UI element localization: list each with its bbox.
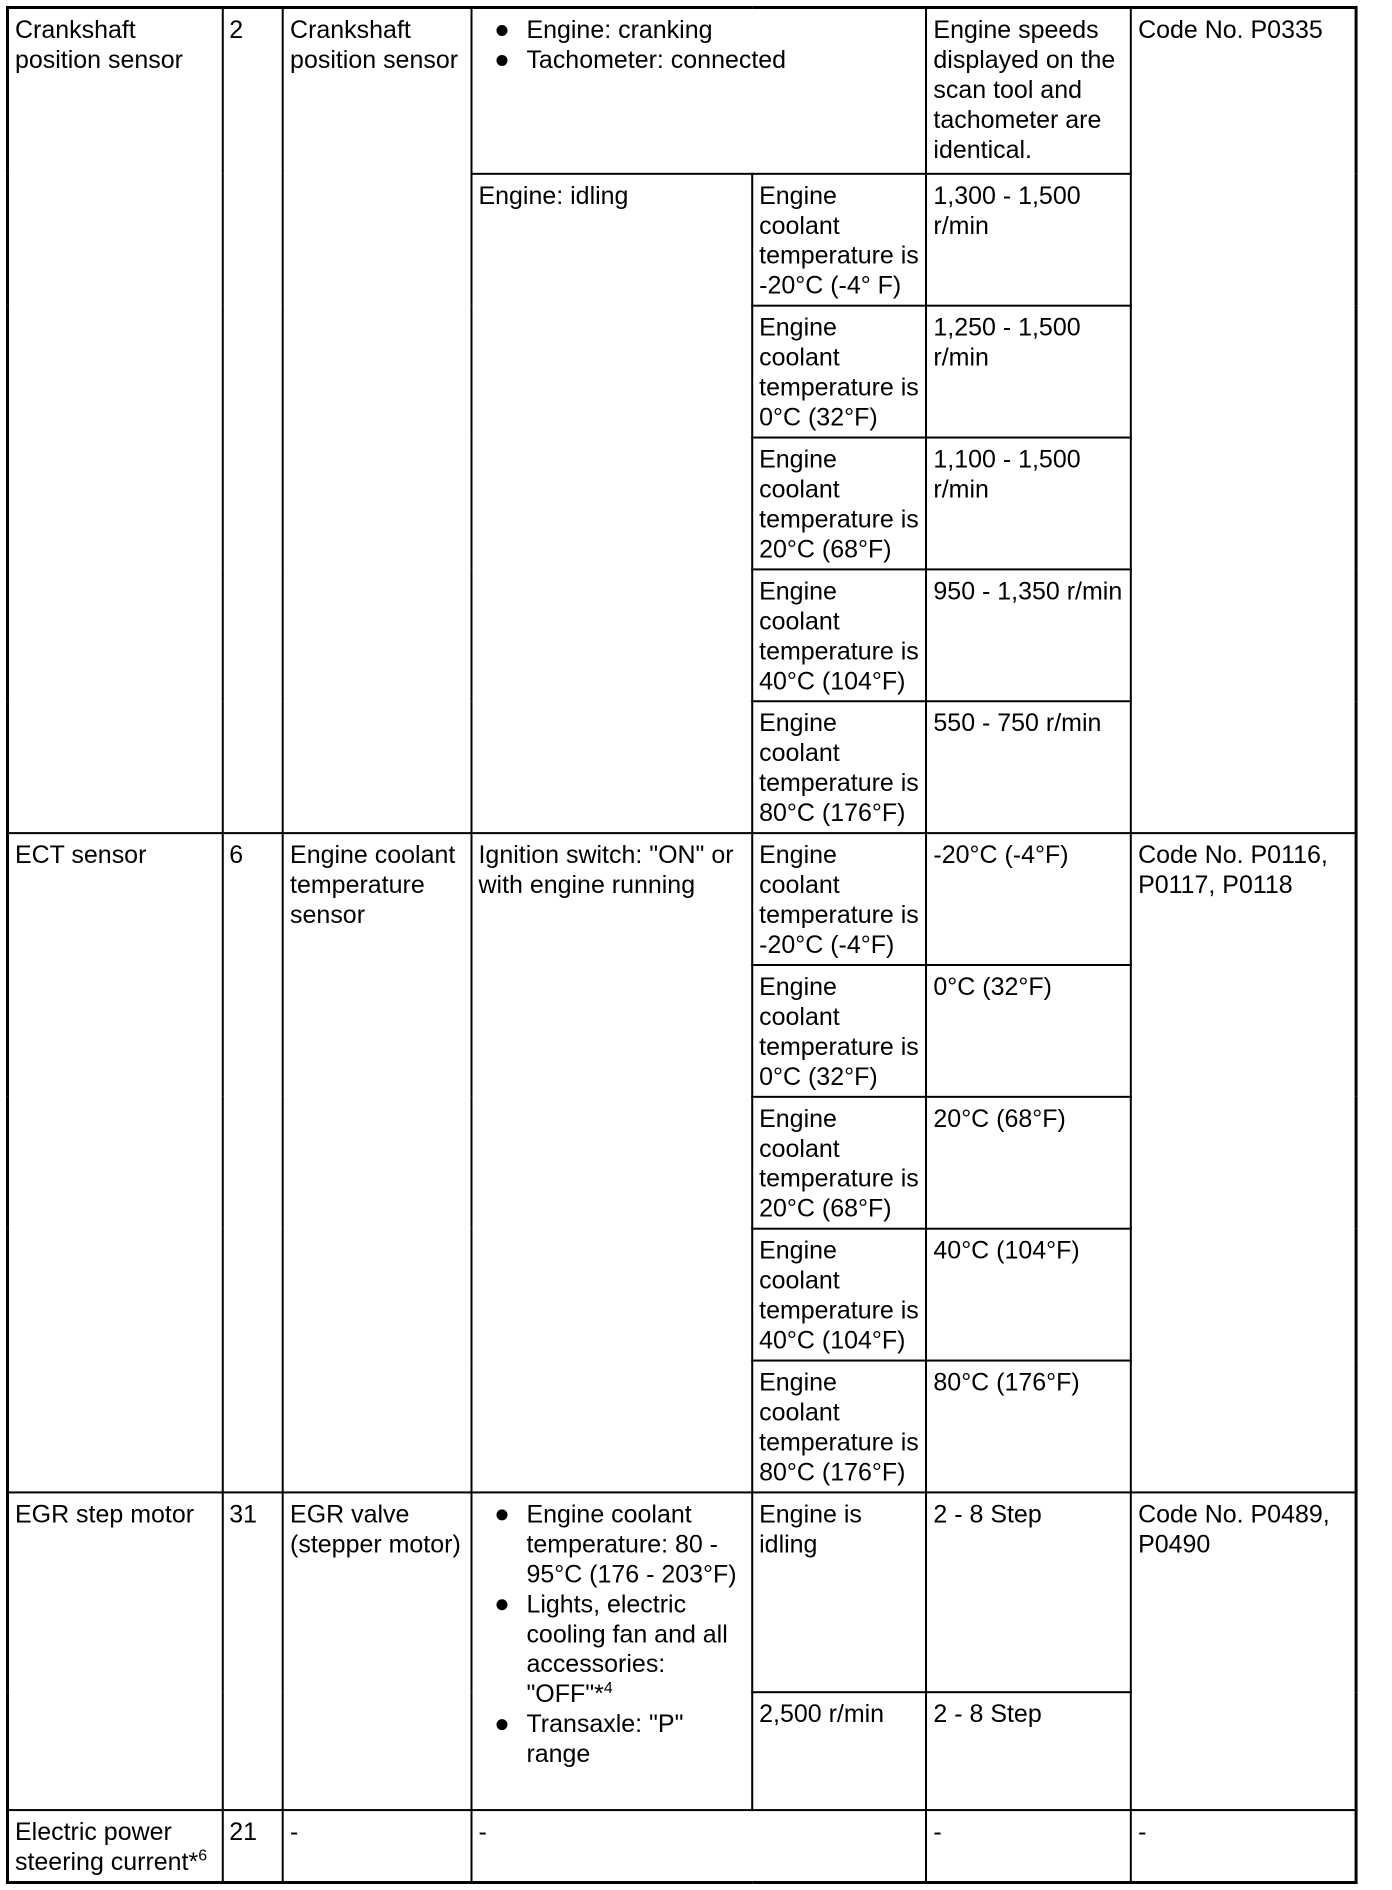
normal-condition-cell: 80°C (176°F) — [926, 1360, 1131, 1492]
list-item: Tachometer: connected — [526, 45, 920, 75]
sub-condition-cell: Engine coolant temperature is 40°C (104°F) — [752, 569, 926, 701]
item-name-cell: EGR step motor — [7, 1492, 222, 1810]
item-name-cell — [7, 1810, 222, 1882]
sub-condition-cell: Engine coolant temperature is 20°C (68°F) — [752, 1096, 926, 1228]
reference-cell: Code No. P0116, P0117, P0118 — [1131, 833, 1356, 1492]
footnote-marker: 4 — [603, 1679, 613, 1697]
sub-condition-cell: Engine coolant temperature is -20°C (-4° F) — [752, 173, 926, 305]
sub-condition-cell: Engine coolant temperature is 0°C (32°F) — [752, 964, 926, 1096]
reference-cell: - — [1131, 1810, 1356, 1882]
normal-condition-cell: 1,300 - 1,500 r/min — [926, 173, 1131, 305]
normal-condition-cell: 550 - 750 r/min — [926, 701, 1131, 833]
sub-condition-cell: Engine coolant temperature is 20°C (68°F) — [752, 437, 926, 569]
component-cell: Crankshaft position sensor — [283, 7, 471, 832]
list-item — [526, 1589, 746, 1709]
sub-condition-cell: 2,500 r/min — [752, 1692, 926, 1810]
normal-condition-cell: 2 - 8 Step — [926, 1692, 1131, 1810]
table-row — [7, 1810, 1356, 1882]
list-item: Engine: cranking — [526, 15, 920, 45]
check-condition-cell: - — [472, 1810, 927, 1882]
normal-condition-cell: 40°C (104°F) — [926, 1228, 1131, 1360]
sub-condition-cell: Engine coolant temperature is 40°C (104°F) — [752, 1228, 926, 1360]
item-number-cell: 2 — [222, 7, 283, 832]
condition-list — [478, 1499, 746, 1769]
check-condition-cell: Engine: idling — [472, 173, 753, 832]
normal-condition-cell: 950 - 1,350 r/min — [926, 569, 1131, 701]
item-name-text: Electric power steering current* — [14, 1817, 199, 1876]
component-cell: Engine coolant temperature sensor — [283, 833, 471, 1492]
sub-condition-cell: Engine coolant temperature is 80°C (176°F) — [752, 1360, 926, 1492]
sub-condition-cell: Engine coolant temperature is 0°C (32°F) — [752, 305, 926, 437]
component-cell: EGR valve (stepper motor) — [283, 1492, 471, 1810]
normal-condition-cell: 2 - 8 Step — [926, 1492, 1131, 1692]
item-name-cell: ECT sensor — [7, 833, 222, 1492]
item-number-cell: 21 — [222, 1810, 283, 1882]
normal-condition-cell: Engine speeds displayed on the scan tool and tachometer are identical. — [926, 7, 1131, 173]
table-row — [7, 7, 1356, 173]
normal-condition-cell: 1,250 - 1,500 r/min — [926, 305, 1131, 437]
normal-condition-cell: 0°C (32°F) — [926, 964, 1131, 1096]
sub-condition-cell: Engine is idling — [752, 1492, 926, 1692]
item-name-cell: Crankshaft position sensor — [7, 7, 222, 832]
item-number-cell: 6 — [222, 833, 283, 1492]
check-condition-cell — [472, 1492, 753, 1810]
list-item: Transaxle: "P" range — [526, 1709, 746, 1769]
item-number-cell: 31 — [222, 1492, 283, 1810]
list-item: Engine coolant temperature: 80 - 95°C (176 - 203°F) — [526, 1499, 746, 1589]
check-condition-cell — [472, 7, 927, 173]
check-condition-cell: Ignition switch: "ON" or with engine running — [472, 833, 753, 1492]
component-cell: - — [283, 1810, 471, 1882]
normal-condition-cell: 20°C (68°F) — [926, 1096, 1131, 1228]
reference-cell: Code No. P0335 — [1131, 7, 1356, 832]
inspection-table — [6, 6, 1358, 1884]
reference-cell: Code No. P0489, P0490 — [1131, 1492, 1356, 1810]
normal-condition-cell: -20°C (-4°F) — [926, 833, 1131, 965]
normal-condition-cell: - — [926, 1810, 1131, 1882]
sub-condition-cell: Engine coolant temperature is -20°C (-4°F) — [752, 833, 926, 965]
footnote-marker: 6 — [198, 1847, 208, 1865]
table-row — [7, 833, 1356, 965]
condition-list — [478, 15, 920, 75]
table-row — [7, 1492, 1356, 1692]
list-item-text: Lights, electric cooling fan and all accessories: "OFF"* — [526, 1589, 728, 1708]
normal-condition-cell: 1,100 - 1,500 r/min — [926, 437, 1131, 569]
sub-condition-cell: Engine coolant temperature is 80°C (176°F) — [752, 701, 926, 833]
document-page — [6, 6, 1358, 1882]
